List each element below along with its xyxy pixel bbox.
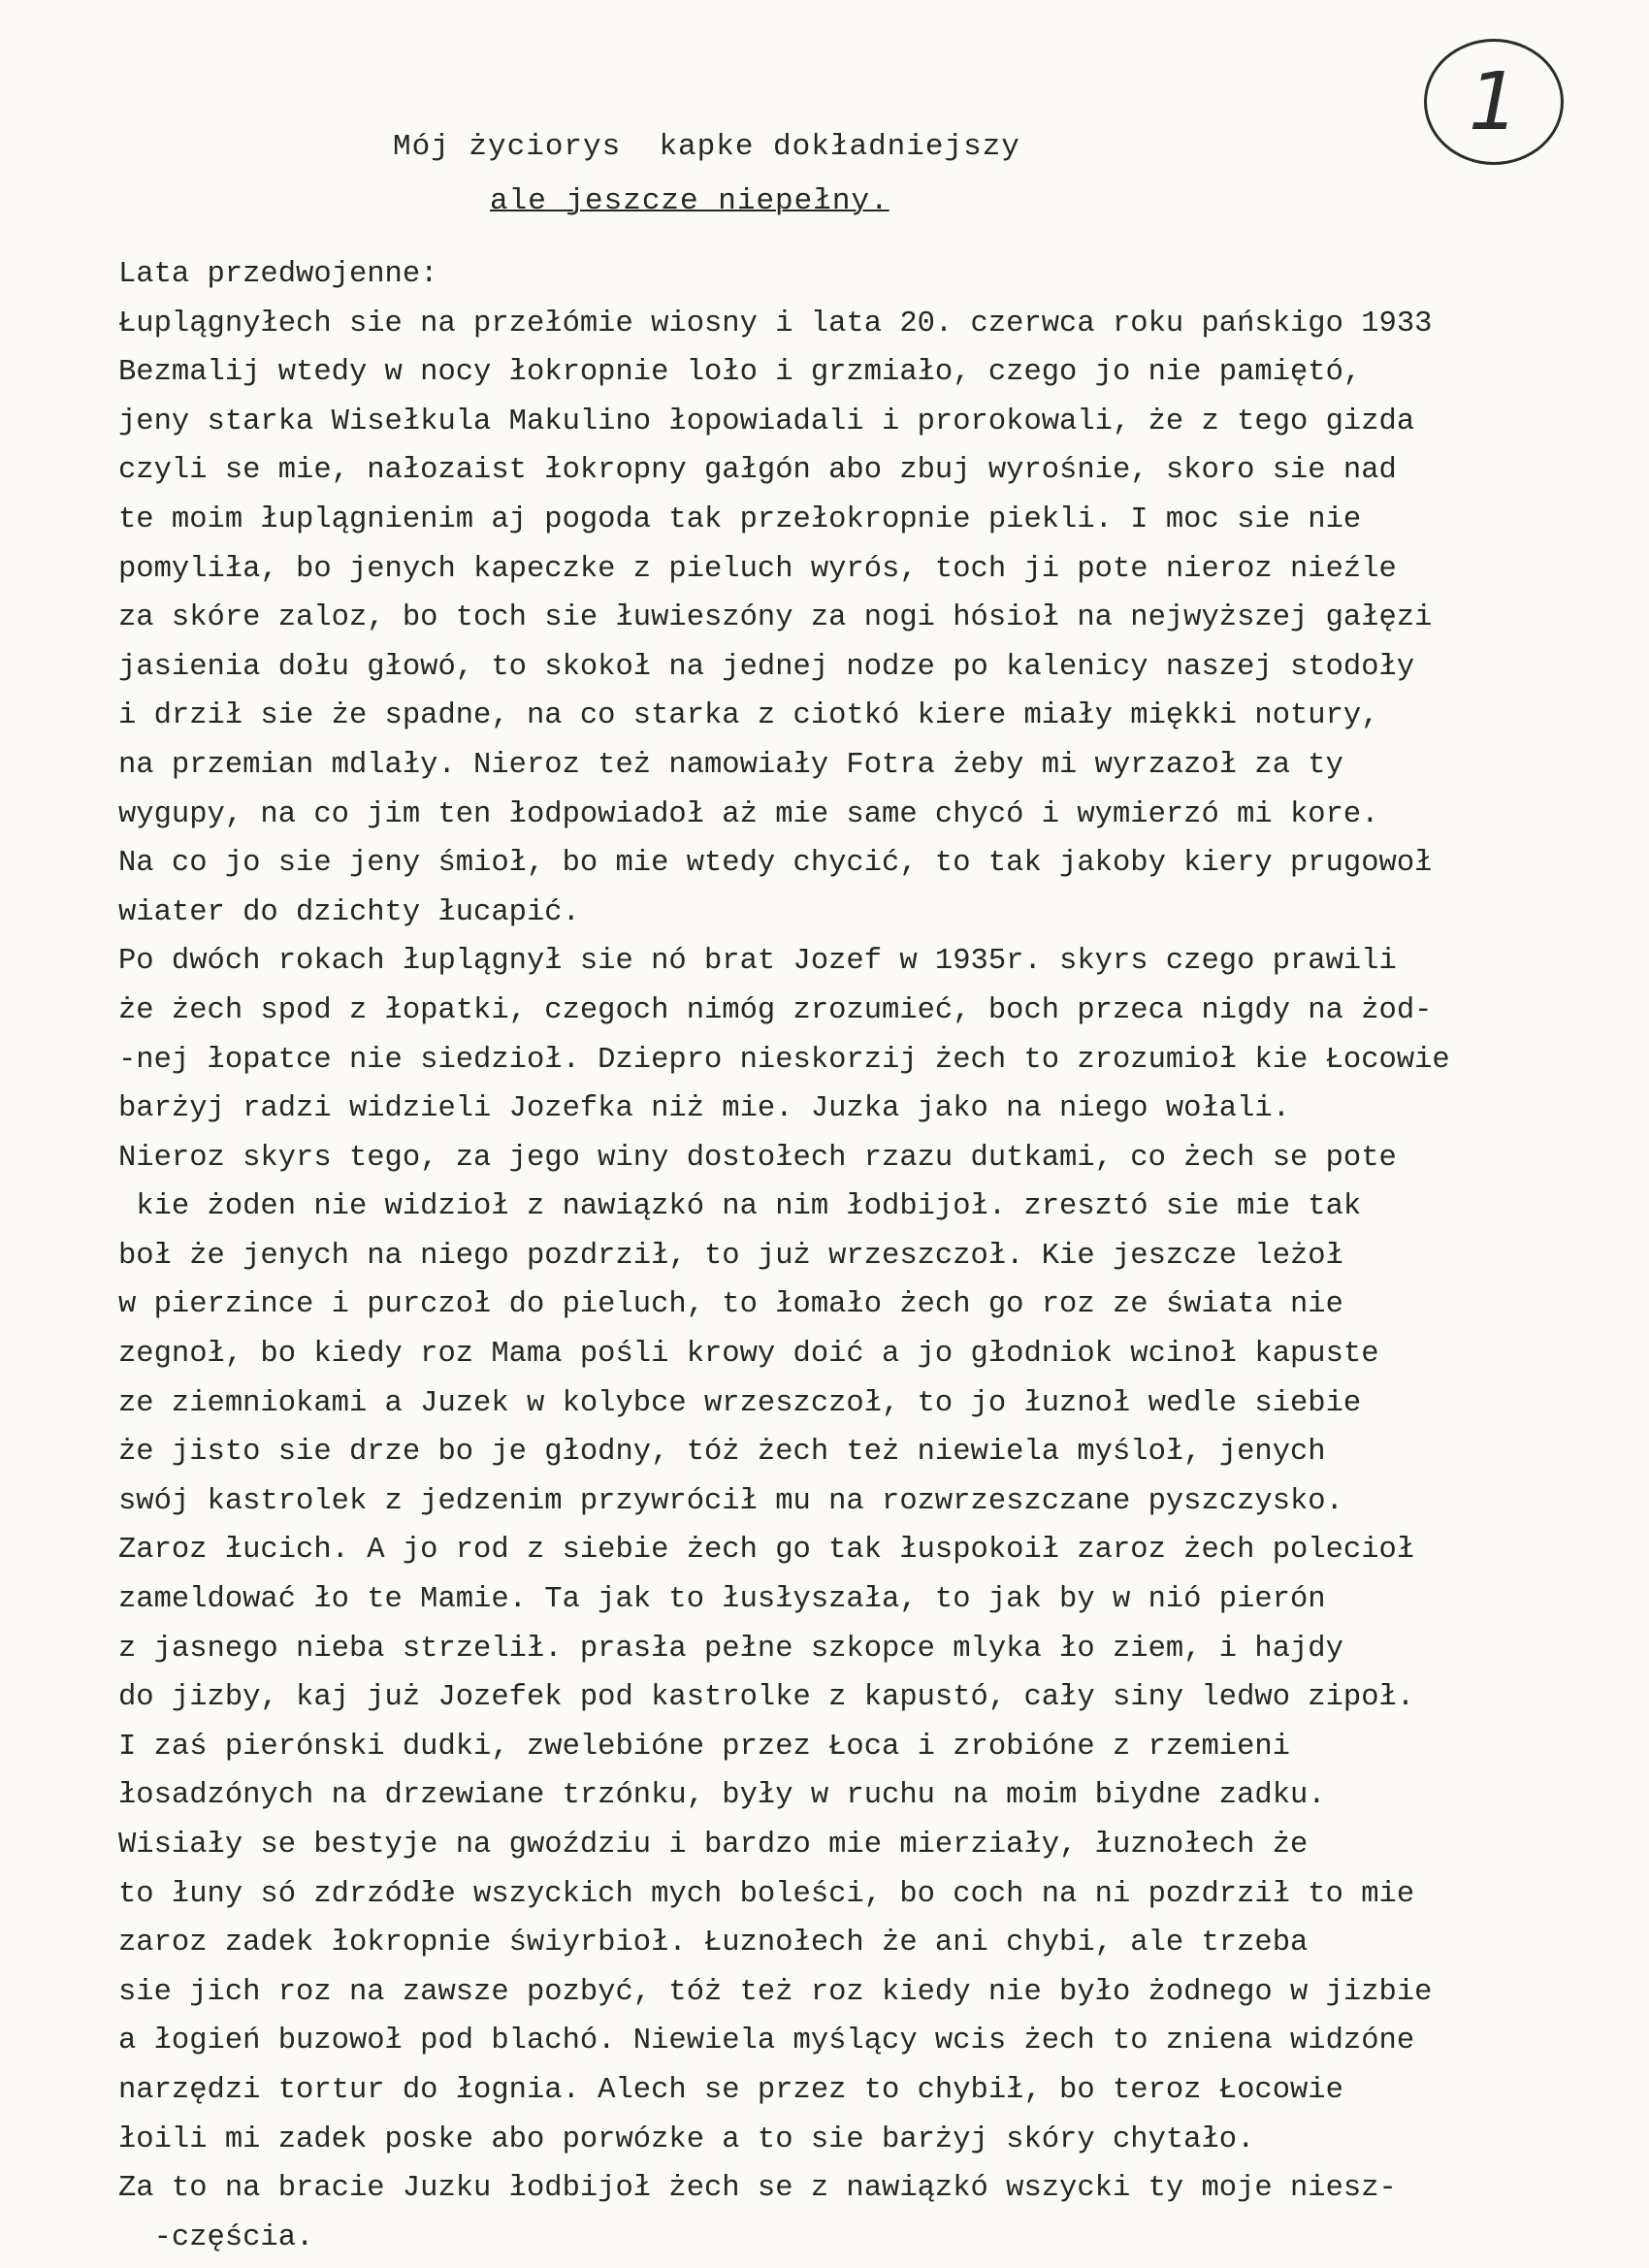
text-line: na przemian mdlały. Nieroz też namowiały Fotra żeby mi wyrzazoł za ty (118, 748, 1343, 782)
text-line: Na co jo sie jeny śmioł, bo mie wtedy chycić, to tak jakoby kiery prugowoł (118, 847, 1433, 881)
text-line: że żech spod z łopatki, czegoch nimóg zrozumieć, boch przeca nigdy na żod- (118, 993, 1433, 1027)
text-line: ze ziemniokami a Juzek w kolybce wrzeszczoł, to jo łuznoł wedle siebie (118, 1386, 1362, 1420)
page-number-circle (1424, 39, 1564, 165)
text-line: do jizby, kaj już Jozefek pod kastrolke z kapustó, cały siny ledwo zipoł. (118, 1681, 1415, 1715)
text-line: a łogień buzowoł pod blachó. Niewiela myślący wcis żech to zniena widzóne (118, 2025, 1415, 2058)
text-line: Nieroz skyrs tego, za jego winy dostołech rzazu dutkami, co żech se pote (118, 1141, 1397, 1175)
text-line: sie jich roz na zawsze pozbyć, tóż też roz kiedy nie było żodnego w jizbie (118, 1975, 1433, 2009)
page-number: 1 (1468, 55, 1520, 148)
text-line: w pierzince i purczoł do pieluch, to łomało żech go roz ze świata nie (118, 1288, 1343, 1322)
text-line: Wisiały se bestyje na gwoździu i bardzo mie mierziały, łuznołech że (118, 1829, 1309, 1862)
text-line: czyli se mie, nałozaist łokropny gałgón abo zbuj wyrośnie, skoro sie nad (118, 454, 1397, 488)
text-line: wygupy, na co jim ten łodpowiadoł aż mie same chycó i wymierzó mi kore. (118, 797, 1379, 831)
text-line: Lata przedwojenne: (118, 258, 438, 291)
text-line: te moim łuplągnienim aj pogoda tak przełokropnie piekli. I moc sie nie (118, 502, 1362, 536)
text-line: zaroz zadek łokropnie świyrbioł. Łuznołech że ani chybi, ale trzeba (118, 1927, 1309, 1960)
text-line: za skóre zaloz, bo toch sie łuwieszóny za nogi hósioł na nejwyższej gałęzi (118, 601, 1433, 635)
text-line: Zaroz łucich. A jo rod z siebie żech go tak łuspokoił zaroz żech polecioł (118, 1534, 1415, 1568)
text-line: -częścia. (118, 2220, 314, 2254)
text-line: zameldować ło te Mamie. Ta jak to łusłyszała, to jak by w nió pierón (118, 1583, 1326, 1617)
text-line: zegnoł, bo kiedy roz Mama pośli krowy doić a jo głodniok wcinoł kapuste (118, 1338, 1379, 1372)
text-line: I zaś pierónski dudki, zwelebióne przez Łoca i zrobióne z rzemieni (118, 1730, 1290, 1764)
text-line: barżyj radzi widzieli Jozefka niż mie. Juzka jako na niego wołali. (118, 1092, 1290, 1126)
text-line: i drził sie że spadne, na co starka z ciotkó kiere miały miękki notury, (118, 699, 1379, 733)
text-line: narzędzi tortur do łognia. Alech se przez to chybił, bo teroz Łocowie (118, 2073, 1343, 2107)
text-line: że jisto sie drze bo je głodny, tóż żech też niewiela myśloł, jenych (118, 1436, 1326, 1470)
document-title: Mój życiorys kapke dokładniejszy (393, 130, 1020, 164)
text-line: z jasnego nieba strzelił. prasła pełne szkopce mlyka ło ziem, i hajdy (118, 1632, 1343, 1666)
text-line: boł że jenych na niego pozdrził, to już wrzeszczoł. Kie jeszcze leżoł (118, 1239, 1343, 1273)
text-line: łoili mi zadek poske abo porwózke a to sie barżyj skóry chytało. (118, 2122, 1255, 2156)
text-line: to łuny só zdrzódłe wszyckich mych boleści, bo coch na ni pozdrził to mie (118, 1877, 1415, 1911)
text-line: Za to na bracie Juzku łodbijoł żech se z nawiązkó wszycki ty moje niesz- (118, 2172, 1397, 2206)
text-line: wiater do dzichty łucapić. (118, 895, 580, 929)
body-text (118, 250, 1612, 2262)
text-line: -nej łopatce nie siedzioł. Dziepro nieskorzij żech to zrozumioł kie Łocowie (118, 1043, 1450, 1077)
text-line: łosadzónych na drzewiane trzónku, były w ruchu na moim biydne zadku. (118, 1779, 1326, 1813)
text-line: Bezmalij wtedy w nocy łokropnie loło i grzmiało, czego jo nie pamiętó, (118, 356, 1362, 390)
document-subtitle: ale jeszcze niepełny. (490, 184, 889, 218)
text-line: Łuplągnyłech sie na przełómie wiosny i lata 20. czerwca roku pańskigo 1933 (118, 307, 1433, 340)
text-line: jasienia dołu głowó, to skokoł na jednej nodze po kalenicy naszej stodoły (118, 650, 1415, 684)
text-line: jeny starka Wisełkula Makulino łopowiadali i prorokowali, że z tego gizda (118, 405, 1415, 438)
text-line: pomyliła, bo jenych kapeczke z pieluch wyrós, toch ji pote nieroz nieźle (118, 552, 1397, 586)
text-line: Po dwóch rokach łuplągnył sie nó brat Jozef w 1935r. skyrs czego prawili (118, 945, 1397, 979)
text-line: swój kastrolek z jedzenim przywrócił mu na rozwrzeszczane pyszczysko. (118, 1484, 1343, 1518)
text-line: kie żoden nie widzioł z nawiązkó na nim łodbijoł. zresztó sie mie tak (118, 1190, 1362, 1224)
